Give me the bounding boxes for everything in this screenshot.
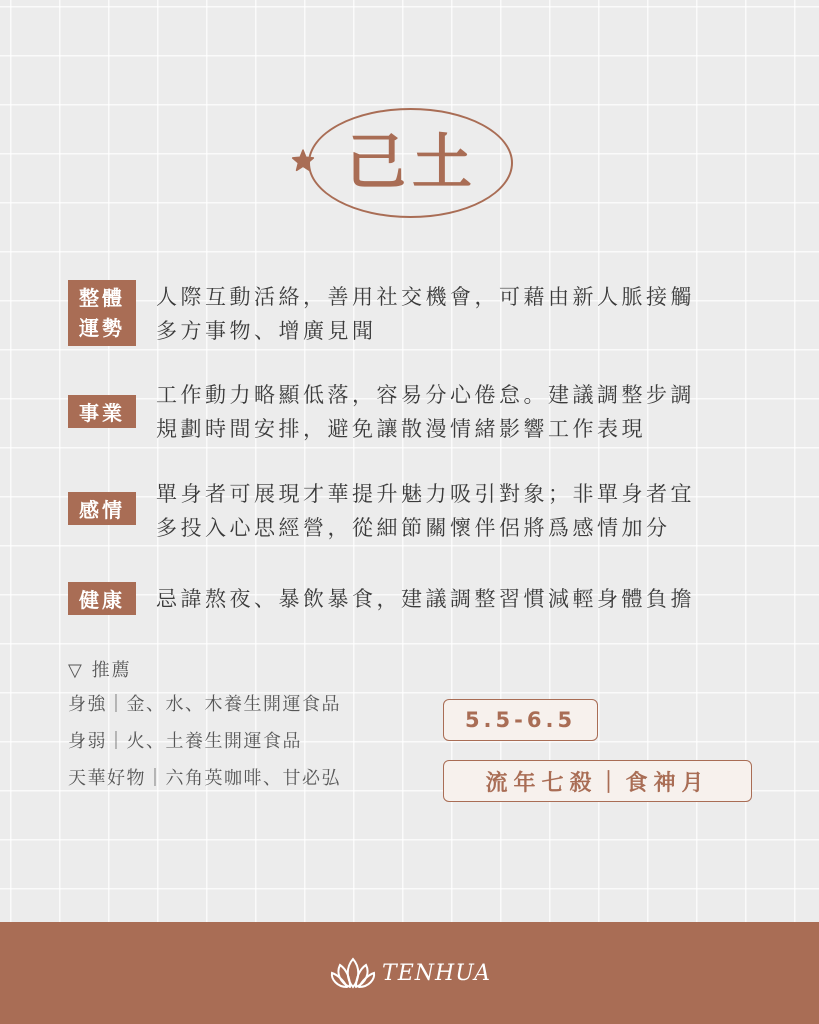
- tag-health: 健康: [68, 582, 136, 615]
- page-title: 己土: [346, 128, 478, 198]
- section-overall-text: 人際互動活絡，善用社交機會，可藉由新人脈接觸 多方事物、增廣見聞: [156, 285, 695, 343]
- section-love-text: 單身者可展現才華提升魅力吸引對象；非單身者宜 多投入心思經營，從細節關懷伴侶將爲感情加分: [156, 482, 695, 540]
- recommend-line-weak: 身弱｜火、土養生開運食品: [68, 731, 302, 752]
- recommend-heading: ▽ 推薦: [68, 660, 132, 681]
- recommend-line-strong: 身強｜金、水、木養生開運食品: [68, 694, 341, 715]
- tag-overall-line2: 運勢: [79, 316, 125, 340]
- month-badge: 流年七殺｜食神月: [443, 760, 752, 802]
- section-career-text: 工作動力略顯低落，容易分心倦怠。建議調整步調 規劃時間安排，避免讓散漫情緒影響工作表現: [156, 383, 695, 441]
- lotus-logo-icon: [328, 955, 378, 991]
- title-block: [290, 108, 515, 220]
- tag-love: 感情: [68, 492, 136, 525]
- tag-career: 事業: [68, 395, 136, 428]
- date-range-badge: 5.5-6.5: [443, 699, 598, 741]
- section-health-text: 忌諱熬夜、暴飲暴食，建議調整習慣減輕身體負擔: [156, 587, 695, 611]
- tag-overall: [68, 280, 136, 346]
- footer-bar: [0, 922, 819, 1024]
- star-icon: [290, 148, 316, 174]
- recommend-line-products: 天華好物｜六角英咖啡、甘必弘: [68, 768, 341, 789]
- tag-overall-line1: 整體: [79, 286, 125, 310]
- recommend-block: [68, 656, 341, 797]
- brand-name: TENHUA: [382, 960, 491, 986]
